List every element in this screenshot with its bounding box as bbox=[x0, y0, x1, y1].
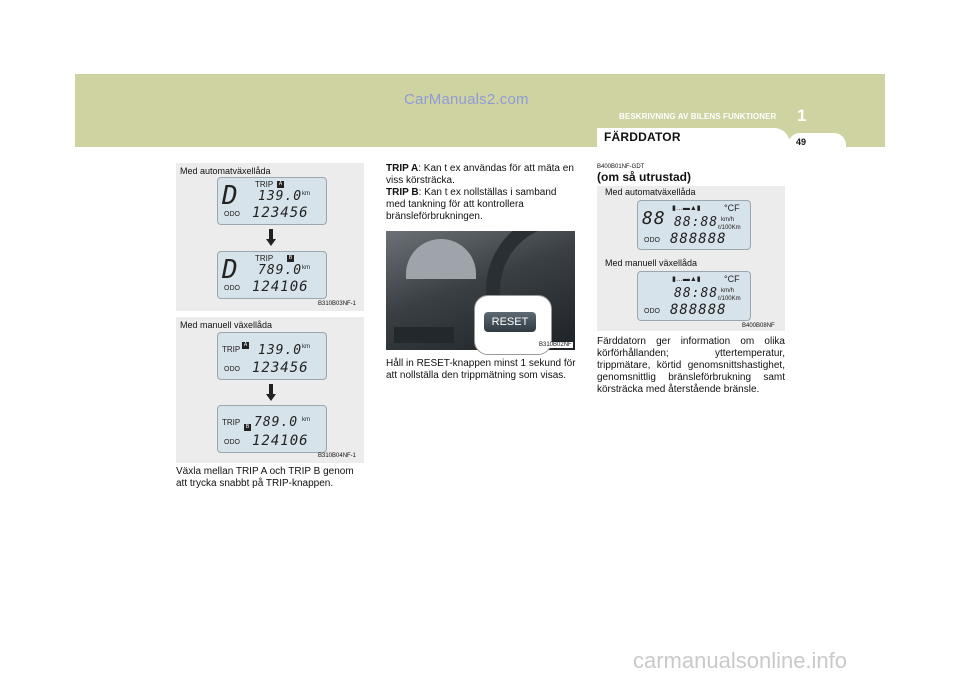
odo-label: ODO bbox=[224, 285, 240, 292]
lcd-display-trip-a-manual bbox=[217, 332, 327, 380]
odometer-value: 124106 bbox=[252, 279, 309, 295]
trip-badge: A bbox=[243, 342, 248, 348]
odo-label: ODO bbox=[224, 366, 240, 373]
odometer-value: 888888 bbox=[670, 302, 727, 318]
figure-code: B310B04NF-1 bbox=[318, 453, 357, 459]
figure-code: B310B03NF-1 bbox=[318, 301, 357, 307]
odometer-value: 888888 bbox=[670, 231, 727, 247]
trip-value: 88:88 bbox=[674, 286, 719, 301]
trip-label: TRIP bbox=[222, 345, 241, 354]
chapter-number: 1 bbox=[797, 106, 807, 125]
odometer-value: 123456 bbox=[252, 205, 309, 221]
trip-value: 139.0 bbox=[258, 189, 303, 204]
figure-label: Med manuell växellåda bbox=[180, 320, 273, 330]
gear-indicator: 88 bbox=[642, 208, 666, 229]
unit-label: km bbox=[302, 265, 310, 271]
subtitle: (om så utrustad) bbox=[597, 170, 692, 184]
gear-indicator: D bbox=[222, 181, 239, 211]
figure-label: Med automatväxellåda bbox=[605, 187, 696, 197]
lcd-display-trip-b-manual bbox=[217, 405, 327, 453]
instrument-cluster bbox=[406, 239, 476, 279]
fuel-car-icons: ▮…▬▲▮ bbox=[672, 205, 701, 212]
figure-label: Med manuell växellåda bbox=[605, 258, 698, 268]
speed-unit: km/h bbox=[721, 217, 735, 223]
trip-label: TRIP bbox=[255, 180, 274, 189]
odo-label: ODO bbox=[224, 211, 240, 218]
unit-label: km bbox=[302, 417, 310, 423]
site-title[interactable]: CarManuals2.com bbox=[404, 91, 529, 108]
paragraph-reset: Håll in RESET-knappen minst 1 sekund för att nollställa den trippmätning som visas. bbox=[386, 358, 576, 381]
trip-value: 789.0 bbox=[258, 263, 303, 278]
trip-label: TRIP bbox=[222, 418, 241, 427]
trip-badge: A bbox=[278, 181, 283, 187]
page-number: 49 bbox=[796, 137, 807, 147]
unit-label: km bbox=[302, 344, 310, 350]
arrow-down-icon bbox=[266, 229, 276, 246]
consumption-unit: ℓ/100Km bbox=[718, 296, 741, 302]
chapter-label: BESKRIVNING AV BILENS FUNKTIONER bbox=[619, 112, 777, 121]
odo-label: ODO bbox=[644, 237, 660, 244]
odo-label: ODO bbox=[224, 439, 240, 446]
reset-button[interactable]: RESET bbox=[484, 312, 536, 332]
trip-description bbox=[386, 163, 576, 223]
figure-code: B400B08NF bbox=[742, 323, 775, 329]
paragraph-trip-switch: Växla mellan TRIP A och TRIP B genom att trycka snabbt på TRIP-knappen. bbox=[176, 466, 354, 489]
figure-label: Med automatväxellåda bbox=[180, 166, 271, 176]
paragraph-trip-computer: Färddatorn ger information om olika körförhållanden; yttertemperatur, trippmätare, körtid genomsnittshastighet, genomsnittlig bränsleförbrukning samt körsträcka med återstående bränsle. bbox=[597, 336, 785, 395]
trip-a-text: : Kan t ex användas för att mäta en viss körsträcka. bbox=[386, 163, 574, 186]
trip-b-text: : Kan t ex nollställas i samband med tankning för att kontrollera bränsleförbrukningen. bbox=[386, 187, 557, 222]
trip-badge: B bbox=[245, 424, 250, 430]
temperature-unit: °CF bbox=[724, 203, 740, 213]
odometer-value: 124106 bbox=[252, 433, 309, 449]
trip-value: 139.0 bbox=[258, 343, 303, 358]
reference-code: B400B01NF-GDT bbox=[597, 164, 645, 170]
trip-a-term: TRIP A bbox=[386, 163, 419, 174]
section-title: FÄRDDATOR bbox=[604, 130, 681, 144]
gear-indicator: D bbox=[222, 255, 239, 285]
trip-label: TRIP bbox=[255, 254, 274, 263]
fuel-car-icons: ▮…▬▲▮ bbox=[672, 276, 701, 283]
speed-unit: km/h bbox=[721, 288, 735, 294]
odo-label: ODO bbox=[644, 308, 660, 315]
lcd-trip-computer-auto bbox=[637, 200, 751, 250]
trip-value: 789.0 bbox=[254, 415, 299, 430]
consumption-unit: ℓ/100Km bbox=[718, 225, 741, 231]
lcd-display-trip-b-auto bbox=[217, 251, 327, 299]
lcd-trip-computer-manual bbox=[637, 271, 751, 321]
arrow-down-icon bbox=[266, 384, 276, 401]
odometer-value: 123456 bbox=[252, 360, 309, 376]
footer-watermark[interactable]: carmanualsonline.info bbox=[633, 648, 848, 673]
trip-badge: B bbox=[288, 255, 293, 261]
lcd-display-trip-a-auto bbox=[217, 177, 327, 225]
trip-value: 88:88 bbox=[674, 215, 719, 230]
switch-panel bbox=[394, 327, 454, 343]
temperature-unit: °CF bbox=[724, 274, 740, 284]
unit-label: km bbox=[302, 191, 310, 197]
figure-code: B310B02NF bbox=[539, 342, 572, 348]
trip-b-term: TRIP B bbox=[386, 187, 419, 198]
